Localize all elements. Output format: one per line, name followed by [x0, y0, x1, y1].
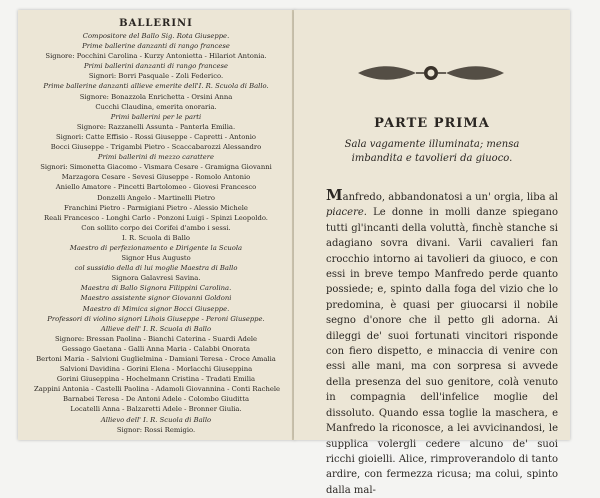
cast-line: Primi ballerini danzanti di rango francese [83, 62, 229, 71]
cast-line: Signor: Rossi Remigio. [116, 425, 196, 434]
cast-line: I. R. Scuola di Ballo [122, 233, 190, 242]
cast-line: Con sollito corpo dei Corifei d'ambo i sessi. [81, 223, 231, 232]
cast-line: Signora Galavresi Savina. [111, 274, 201, 283]
cast-line: Allievo dell' I. R. Scuola di Ballo [100, 415, 212, 424]
left-page [18, 10, 295, 440]
cast-line: Aniello Amatore - Pincetti Bartolomeo - Giovesi Francesco [55, 183, 257, 192]
cast-list [34, 18, 281, 435]
cast-line: Franchini Pietro - Parmigiani Pietro - Alessio Michele [64, 203, 248, 212]
cast-line: Primi ballerini per le parti [110, 112, 202, 121]
cast-line: Cucchi Claudina, emerita onoraria. [95, 102, 217, 111]
cast-line: Bertoni Maria - Salvioni Guglielmina - Damiani Teresa - Croce Amalia [36, 355, 276, 363]
ballerini-heading: BALLERINI [119, 18, 193, 29]
emphasis-word: piacere [326, 207, 364, 219]
body-paragraph [326, 188, 558, 498]
scene-description: Sala vagamente illuminata; mensa imbandita e tavolieri da giuoco. [344, 139, 520, 164]
cast-line: Gessago Gaetana - Galli Anna Maria - Calabbi Onorata [61, 344, 251, 353]
cast-line: Donzelli Angelo - Martinelli Pietro [97, 193, 215, 202]
cast-line: Signore: Razzanelli Assunta - Panterla Emilia. [76, 122, 236, 131]
paragraph-rest: . Le donne in molli danze spiegano tutti gl'incanti della voluttà, finchè stanche si adagiano sovra divani. Varii cavalieri fan crocchio intorno ai tavolieri da giuoco, e con essi in breve tempo Manfredo perde quanto possiede; e, spinto dalla foga del vizio che lo predomina, è quasi per giuocarsi il nobile segno d'onore che il petto gli adorna. Ai dileggi de' suoi fortunati vincitori risponde con fiero dispetto, e minaccia di venire con essi alle mani, ma con sorpresa si avvede della presenza del suo genitore, colà venuto in compagnia dell'infelice moglie del dissoluto. Quando essa toglie la maschera, e Manfredo la riconosce, a lei avvicinandosi, le supplica volergli cedere alcuno de' suoi ricchi gioielli. Alice, rimproverandolo di tanto ardire, con fermezza ricusa; ma colui, spinto dalla mal- [326, 207, 558, 496]
ornament-icon [356, 62, 506, 84]
cast-line: Allieve dell' I. R. Scuola di Ballo [100, 324, 212, 333]
cast-line: Maestro assistente signor Giovanni Goldoni [80, 294, 232, 303]
cast-line: Prime ballerine danzanti di rango francese [82, 42, 230, 51]
cast-line: col sussidio della di lui moglie Maestra di Ballo [74, 264, 238, 273]
cast-line: Gorini Giuseppina - Hochelmann Cristina - Tradati Emilia [56, 375, 256, 384]
cast-line: Professori di violino signori Lihois Giuseppe - Peroni Giuseppe. [47, 314, 265, 323]
cast-line: Signori: Simonetta Giacomo - Vismara Cesare - Gramigna Giovanni [40, 163, 272, 172]
paragraph-start: anfredo, abbandonatosi a un' orgia, liba al [342, 192, 558, 203]
cast-line: Barnabei Teresa - De Antoni Adele - Colombo Giuditta [62, 395, 250, 404]
cast-line: Signor Hus Augusto [121, 254, 191, 263]
cast-line: Signore: Pocchini Carolina - Kurzy Antonietta - Hilariot Antonia. [45, 52, 267, 61]
cast-line: Reali Francesco - Longhi Carlo - Ponzoni Luigi - Spinzi Leopoldo. [44, 213, 268, 222]
cast-line: Signore: Bressan Paolina - Bianchi Caterina - Suardi Adele [54, 334, 258, 343]
right-page [294, 10, 570, 496]
cast-line: Zappini Antonia - Castelli Paolina - Adamoli Giovannina - Conti Rachele [34, 385, 281, 394]
open-booklet [10, 4, 590, 496]
cast-lines [34, 31, 281, 435]
cast-line: Maestra di Ballo Signora Filippini Carolina. [80, 284, 232, 293]
cast-line: Maestro di perfezionamento e Dirigente la Scuola [69, 243, 243, 252]
drop-cap: M [326, 186, 343, 204]
cast-line: Signori: Borri Pasquale - Zoli Federico. [88, 72, 224, 81]
cast-line: Maestro di Mimica signor Bocci Giuseppe. [82, 304, 230, 313]
cast-line: Compositore del Ballo Sig. Rota Giuseppe. [82, 32, 230, 40]
section-heading: PARTE PRIMA [374, 116, 490, 131]
cast-line: Signore: Bonazzola Enrichetta - Orsini Anna [79, 92, 233, 101]
cast-line: Locatelli Anna - Balzaretti Adele - Bronner Giulia. [70, 405, 242, 414]
cast-line: Signori: Catte Effisio - Rossi Giuseppe - Capretti - Antonio [56, 132, 256, 141]
cast-line: Marzagora Cesare - Sevesi Giuseppe - Romolo Antonio [61, 173, 251, 182]
cast-line: Bocci Giuseppe - Trigambi Pietro - Scaccabarozzi Alessandro [50, 143, 262, 152]
cast-line: Prime ballerine danzanti allieve emerite dell'I. R. Scuola di Ballo. [43, 82, 269, 91]
cast-line: Primi ballerini di mezzo carattere [97, 153, 215, 162]
cast-line: Salvioni Davidina - Gorini Elena - Morlacchi Giuseppina [59, 365, 253, 374]
